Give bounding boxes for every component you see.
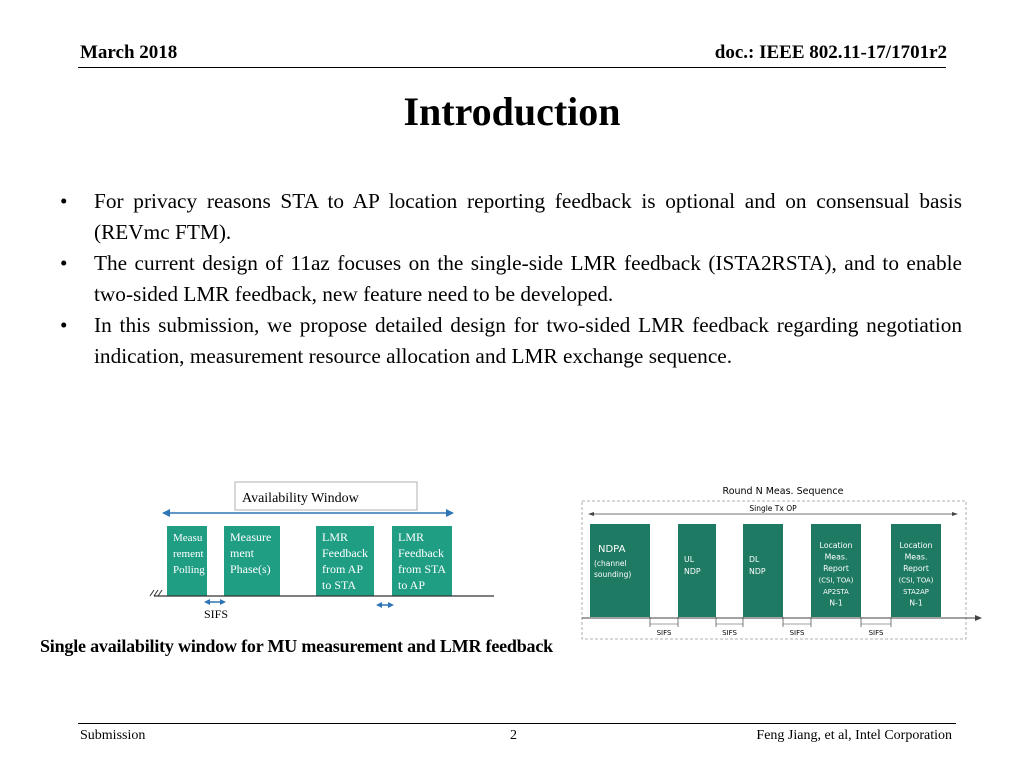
frame-box-label: Report — [823, 564, 849, 573]
ground-hatch — [150, 590, 154, 596]
sifs-arrow-head — [220, 599, 226, 605]
phase-box-label: rement — [173, 548, 204, 560]
footer-page-number: 2 — [510, 728, 517, 743]
frame-box-label: Meas. — [904, 552, 928, 562]
phase-box-label: Measu — [173, 532, 203, 544]
phase-box-label: from STA — [398, 562, 447, 576]
phase-box-label: Feedback — [398, 546, 444, 560]
phase-box-label: from AP — [322, 562, 364, 576]
bullet-item — [58, 310, 962, 372]
frame-box-label: Report — [903, 564, 929, 573]
sifs-arrow-head — [388, 602, 394, 608]
sifs-label: SIFS — [656, 629, 672, 637]
sifs-arrow-head — [376, 602, 382, 608]
bullet-item — [58, 186, 962, 248]
phase-box-label: Polling — [173, 564, 205, 576]
ground-hatch — [154, 590, 158, 596]
sequence-title: Round N Meas. Sequence — [722, 486, 844, 497]
frame-box-title: NDPA — [598, 544, 626, 555]
frame-box-label: N-1 — [909, 598, 923, 608]
footer-submission: Submission — [80, 728, 146, 743]
bullet-item — [58, 248, 962, 310]
frame-box-label: (CSI, TOA) — [898, 576, 934, 585]
sifs-label: SIFS — [722, 629, 737, 637]
frame-box-label: Location — [819, 541, 853, 550]
frame-box-label: STA2AP — [903, 588, 929, 596]
frame-box-label: Location — [899, 541, 933, 550]
frame-box-label: UL — [684, 555, 695, 564]
bullet-text: For privacy reasons STA to AP location reporting feedback is optional and on consensual basis (REVmc FTM). — [94, 189, 962, 244]
slide-title: Introduction — [403, 89, 621, 134]
sifs-label: SIFS — [868, 629, 884, 637]
sifs-label: SIFS — [204, 607, 229, 621]
header-doc-id: doc.: IEEE 802.11-17/1701r2 — [714, 42, 947, 63]
meas-sequence-figure — [578, 480, 988, 645]
bullet-icon: • — [60, 251, 68, 275]
frame-box-label: NDP — [684, 567, 701, 576]
header-date: March 2018 — [80, 42, 178, 63]
phase-box-label: Measure — [230, 530, 272, 544]
frame-box-label: N-1 — [829, 598, 843, 608]
phase-box-label: Phase(s) — [230, 562, 271, 576]
bullet-list — [58, 186, 962, 372]
ground-hatch — [158, 590, 162, 596]
sequence-timeline-head — [975, 615, 982, 621]
phase-box-label: to STA — [322, 578, 357, 592]
availability-window-label: Availability Window — [242, 491, 359, 506]
txop-arrow-head — [952, 512, 958, 516]
frame-box-label: (channel — [594, 559, 627, 568]
frame-box-label: DL — [749, 555, 760, 564]
availability-window-figure — [140, 478, 510, 628]
footer-author: Feng Jiang, et al, Intel Corporation — [756, 728, 952, 743]
header-divider — [78, 67, 946, 68]
bullet-icon: • — [60, 313, 68, 337]
bullet-text: The current design of 11az focuses on the single-side LMR feedback (ISTA2RSTA), and to enable two-sided LMR feedback, new feature need to be developed. — [94, 251, 962, 306]
txop-label: Single Tx OP — [749, 504, 797, 513]
txop-arrow-head — [588, 512, 594, 516]
frame-box-label: NDP — [749, 567, 766, 576]
bullet-icon: • — [60, 189, 68, 213]
footer-divider — [78, 723, 956, 724]
sifs-arrow-head — [204, 599, 210, 605]
frame-box-label: AP2STA — [823, 588, 849, 596]
bullet-text: In this submission, we propose detailed design for two-sided LMR feedback regarding negotiation indication, measurement resource allocation and LMR exchange sequence. — [94, 313, 962, 368]
frame-box-label: Meas. — [824, 552, 848, 562]
sifs-label: SIFS — [789, 629, 805, 637]
phase-box-label: ment — [230, 546, 254, 560]
window-arrow-right-head — [446, 509, 454, 517]
window-arrow-left-head — [162, 509, 170, 517]
phase-box-label: LMR — [322, 530, 349, 544]
figure-caption: Single availability window for MU measurement and LMR feedback — [40, 636, 553, 656]
phase-box-label: LMR — [398, 530, 425, 544]
frame-box-label: (CSI, TOA) — [818, 576, 854, 585]
frame-box-label: sounding) — [594, 570, 632, 579]
phase-box-label: Feedback — [322, 546, 368, 560]
phase-box-label: to AP — [398, 578, 426, 592]
